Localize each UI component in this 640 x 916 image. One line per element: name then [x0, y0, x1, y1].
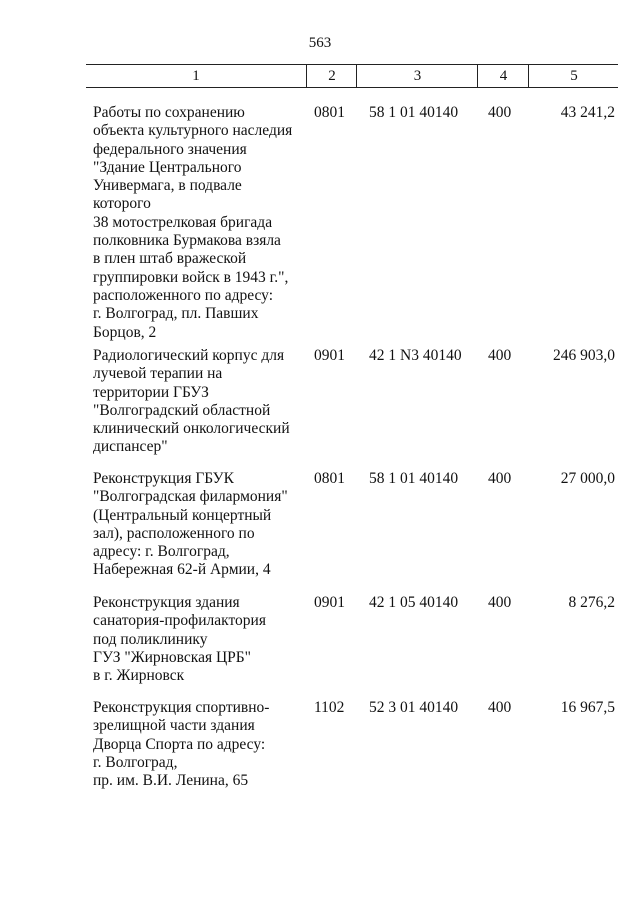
row-type-code: 400	[488, 699, 512, 716]
row-type-code: 400	[488, 470, 512, 487]
header-col-4: 4	[477, 65, 529, 87]
row-name: Работы по сохранению объекта культурного наследия федерального значения "Здание Центрального Универмага, в подвале которого 38 мотострелковая бригада полковника Бурмакова взяла в плен штаб вражеской группировки войск в 1943 г.", расположенного по адресу: г. Волгоград, пл. Павших Борцов, 2	[93, 104, 293, 341]
row-type-code: 400	[488, 104, 512, 121]
row-type-code: 400	[488, 594, 512, 611]
row-section-code: 0901	[314, 594, 345, 611]
header-col-1: 1	[192, 68, 200, 84]
row-amount: 246 903,0	[553, 347, 615, 364]
header-col-5: 5	[528, 65, 619, 87]
row-amount: 8 276,2	[568, 594, 615, 611]
header-col-2: 2	[306, 65, 357, 87]
row-amount: 43 241,2	[560, 104, 615, 121]
row-target-code: 42 1 N3 40140	[369, 347, 462, 364]
row-name: Радиологический корпус для лучевой терапии на территории ГБУЗ "Волгоградский областной клинический онкологический диспансер"	[93, 347, 290, 456]
row-name: Реконструкция спортивно- зрелищной части здания Дворца Спорта по адресу: г. Волгоград, пр. им. В.И. Ленина, 65	[93, 699, 270, 790]
row-section-code: 1102	[314, 699, 345, 716]
row-section-code: 0801	[314, 104, 345, 121]
row-name: Реконструкция здания санатория-профилактория под поликлинику ГУЗ "Жирновская ЦРБ" в г. Жирновск	[93, 594, 266, 685]
row-amount: 16 967,5	[560, 699, 615, 716]
row-target-code: 52 3 01 40140	[369, 699, 459, 716]
row-amount: 27 000,0	[560, 470, 615, 487]
header-col-3: 3	[356, 65, 478, 87]
row-section-code: 0801	[314, 470, 345, 487]
row-target-code: 42 1 05 40140	[369, 594, 459, 611]
row-type-code: 400	[488, 347, 512, 364]
row-name: Реконструкция ГБУК "Волгоградская филармония" (Центральный концертный зал), расположенного по адресу: г. Волгоград, Набережная 62-й Армии, 4	[93, 470, 288, 579]
table-header	[86, 64, 618, 88]
row-section-code: 0901	[314, 347, 345, 364]
row-target-code: 58 1 01 40140	[369, 104, 459, 121]
page-number: 563	[308, 35, 332, 51]
row-target-code: 58 1 01 40140	[369, 470, 459, 487]
